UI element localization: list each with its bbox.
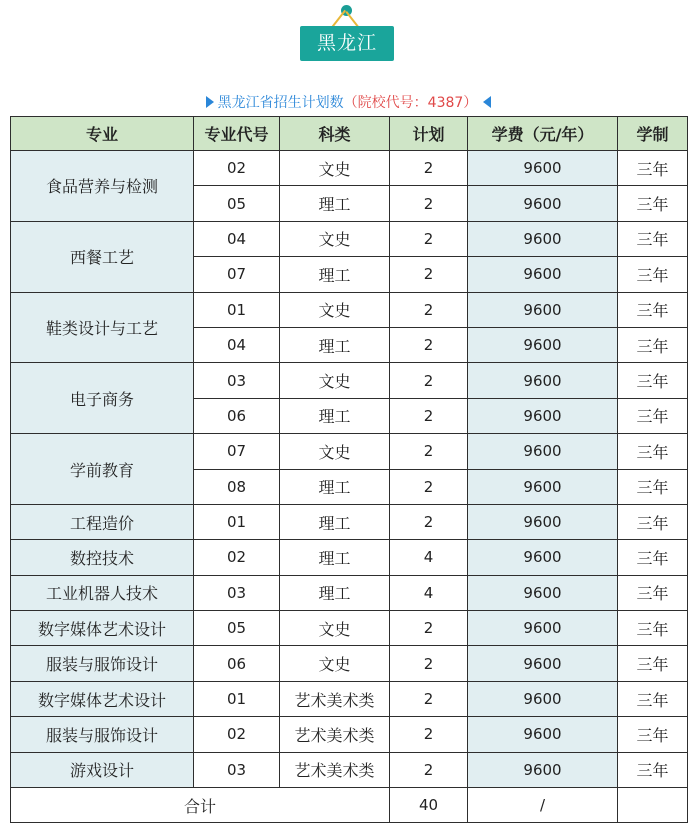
cell-major: 电子商务 — [11, 363, 194, 434]
cell-major: 西餐工艺 — [11, 221, 194, 292]
cell-major: 数字媒体艺术设计 — [11, 681, 194, 716]
cell-type: 理工 — [280, 398, 390, 433]
cell-fee: 9600 — [468, 151, 618, 186]
cell-plan: 2 — [390, 292, 468, 327]
cell-type: 理工 — [280, 469, 390, 504]
cell-plan: 2 — [390, 363, 468, 398]
cell-major: 游戏设计 — [11, 752, 194, 787]
cell-code: 02 — [194, 151, 280, 186]
cell-years: 三年 — [618, 257, 688, 292]
cell-major: 服装与服饰设计 — [11, 646, 194, 681]
cell-code: 01 — [194, 292, 280, 327]
cell-years: 三年 — [618, 681, 688, 716]
cell-fee: 9600 — [468, 681, 618, 716]
cell-major: 工程造价 — [11, 504, 194, 539]
cell-plan: 2 — [390, 681, 468, 716]
cell-fee: 9600 — [468, 469, 618, 504]
cell-major: 数控技术 — [11, 540, 194, 575]
cell-years: 三年 — [618, 717, 688, 752]
cell-plan: 2 — [390, 646, 468, 681]
cell-plan: 2 — [390, 752, 468, 787]
cell-fee: 9600 — [468, 221, 618, 256]
cell-plan: 2 — [390, 717, 468, 752]
cell-plan: 2 — [390, 504, 468, 539]
left-arrow-icon — [483, 96, 491, 108]
cell-years: 三年 — [618, 575, 688, 610]
cell-code: 04 — [194, 221, 280, 256]
cell-fee: 9600 — [468, 540, 618, 575]
cell-code: 06 — [194, 646, 280, 681]
cell-fee: 9600 — [468, 752, 618, 787]
header-years: 学制 — [618, 117, 688, 151]
heading-main: 黑龙江省招生计划数 — [217, 95, 344, 111]
total-plan: 40 — [390, 788, 468, 823]
header-code: 专业代号 — [194, 117, 280, 151]
table-body — [11, 151, 688, 823]
heading-sub: （院校代号：4387） — [343, 95, 478, 111]
cell-years: 三年 — [618, 752, 688, 787]
cell-major: 鞋类设计与工艺 — [11, 292, 194, 363]
table-row — [11, 681, 688, 716]
cell-years: 三年 — [618, 611, 688, 646]
cell-years: 三年 — [618, 469, 688, 504]
cell-type: 文史 — [280, 434, 390, 469]
cell-fee: 9600 — [468, 611, 618, 646]
header-fee: 学费（元/年） — [468, 117, 618, 151]
table-heading — [0, 94, 697, 112]
cell-fee: 9600 — [468, 717, 618, 752]
cell-fee: 9600 — [468, 504, 618, 539]
cell-code: 02 — [194, 540, 280, 575]
right-arrow-icon — [206, 96, 214, 108]
cell-years: 三年 — [618, 186, 688, 221]
table-row — [11, 151, 688, 186]
cell-type: 文史 — [280, 611, 390, 646]
cell-years: 三年 — [618, 151, 688, 186]
cell-years: 三年 — [618, 221, 688, 256]
cell-plan: 2 — [390, 469, 468, 504]
cell-years: 三年 — [618, 540, 688, 575]
total-fee: / — [468, 788, 618, 823]
table-row — [11, 717, 688, 752]
table-row — [11, 434, 688, 469]
cell-code: 03 — [194, 752, 280, 787]
cell-years: 三年 — [618, 363, 688, 398]
cell-type: 理工 — [280, 186, 390, 221]
cell-code: 05 — [194, 186, 280, 221]
cell-type: 理工 — [280, 327, 390, 362]
enrollment-table — [10, 116, 688, 823]
table-row — [11, 363, 688, 398]
table-row — [11, 611, 688, 646]
cell-major: 学前教育 — [11, 434, 194, 505]
cell-code: 08 — [194, 469, 280, 504]
cell-code: 01 — [194, 504, 280, 539]
cell-fee: 9600 — [468, 434, 618, 469]
cell-code: 02 — [194, 717, 280, 752]
cell-plan: 2 — [390, 186, 468, 221]
table-row — [11, 504, 688, 539]
cell-fee: 9600 — [468, 646, 618, 681]
cell-type: 文史 — [280, 363, 390, 398]
table-row — [11, 221, 688, 256]
cell-plan: 4 — [390, 540, 468, 575]
cell-type: 文史 — [280, 292, 390, 327]
cell-major: 数字媒体艺术设计 — [11, 611, 194, 646]
table-row — [11, 646, 688, 681]
cell-fee: 9600 — [468, 575, 618, 610]
header-major: 专业 — [11, 117, 194, 151]
cell-plan: 2 — [390, 611, 468, 646]
cell-years: 三年 — [618, 398, 688, 433]
cell-plan: 4 — [390, 575, 468, 610]
cell-years: 三年 — [618, 292, 688, 327]
cell-years: 三年 — [618, 327, 688, 362]
cell-code: 04 — [194, 327, 280, 362]
cell-type: 艺术美术类 — [280, 752, 390, 787]
cell-fee: 9600 — [468, 186, 618, 221]
table-row — [11, 292, 688, 327]
table-row — [11, 575, 688, 610]
cell-type: 艺术美术类 — [280, 717, 390, 752]
cell-plan: 2 — [390, 398, 468, 433]
cell-code: 07 — [194, 434, 280, 469]
cell-fee: 9600 — [468, 292, 618, 327]
cell-code: 06 — [194, 398, 280, 433]
cell-type: 文史 — [280, 151, 390, 186]
cell-major: 工业机器人技术 — [11, 575, 194, 610]
cell-plan: 2 — [390, 257, 468, 292]
cell-fee: 9600 — [468, 363, 618, 398]
cell-code: 07 — [194, 257, 280, 292]
table-row — [11, 752, 688, 787]
cell-fee: 9600 — [468, 398, 618, 433]
province-sign: 黑龙江 — [300, 26, 394, 61]
cell-plan: 2 — [390, 434, 468, 469]
cell-type: 文史 — [280, 646, 390, 681]
cell-years: 三年 — [618, 434, 688, 469]
cell-fee: 9600 — [468, 257, 618, 292]
cell-code: 03 — [194, 575, 280, 610]
cell-years: 三年 — [618, 504, 688, 539]
cell-major: 服装与服饰设计 — [11, 717, 194, 752]
cell-code: 01 — [194, 681, 280, 716]
cell-type: 文史 — [280, 221, 390, 256]
cell-type: 艺术美术类 — [280, 681, 390, 716]
total-years — [618, 788, 688, 823]
total-label: 合计 — [11, 788, 390, 823]
cell-years: 三年 — [618, 646, 688, 681]
header-type: 科类 — [280, 117, 390, 151]
cell-fee: 9600 — [468, 327, 618, 362]
cell-code: 05 — [194, 611, 280, 646]
cell-plan: 2 — [390, 221, 468, 256]
cell-type: 理工 — [280, 257, 390, 292]
cell-type: 理工 — [280, 504, 390, 539]
cell-plan: 2 — [390, 327, 468, 362]
total-row — [11, 788, 688, 823]
cell-type: 理工 — [280, 540, 390, 575]
cell-plan: 2 — [390, 151, 468, 186]
cell-type: 理工 — [280, 575, 390, 610]
cell-major: 食品营养与检测 — [11, 151, 194, 222]
table-row — [11, 540, 688, 575]
header-row — [11, 117, 688, 151]
cell-code: 03 — [194, 363, 280, 398]
header-plan: 计划 — [390, 117, 468, 151]
